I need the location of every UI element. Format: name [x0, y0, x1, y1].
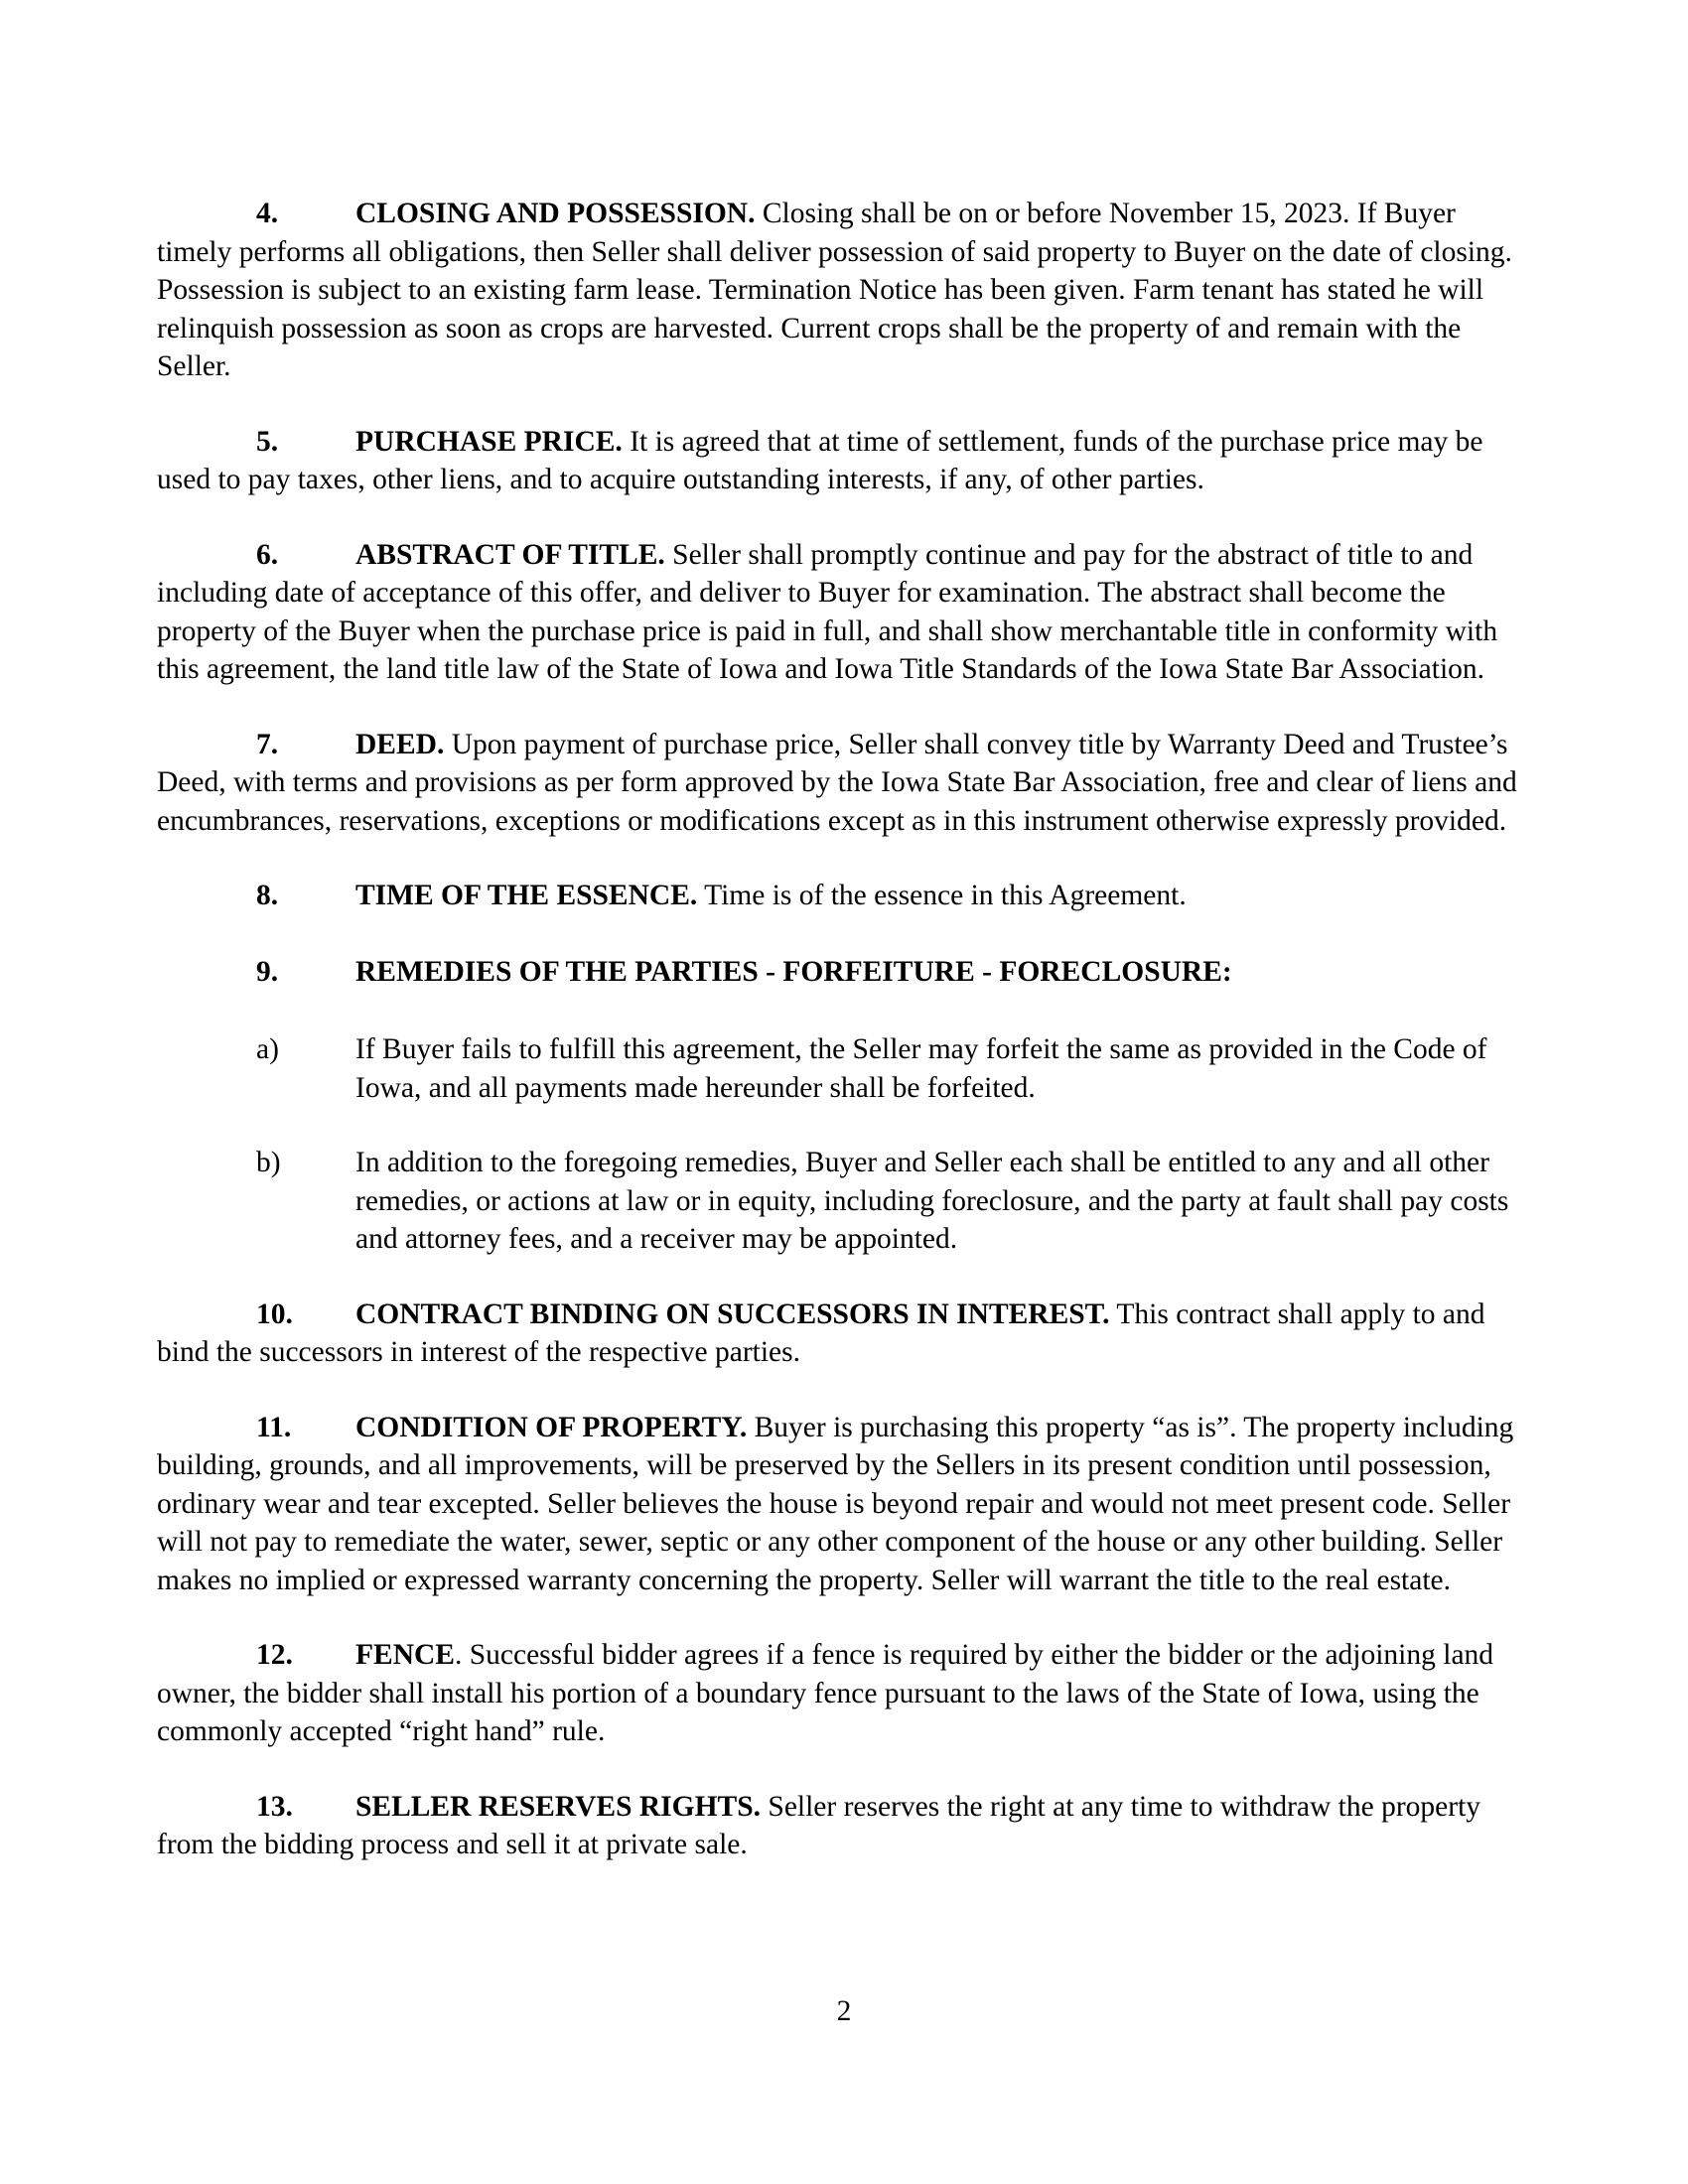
section-purchase-price [157, 423, 1527, 499]
section-condition-of-property [157, 1409, 1527, 1600]
section-body: Time is of the essence in this Agreement. [704, 880, 1187, 911]
section-title: TIME OF THE ESSENCE. [355, 880, 698, 911]
section-body: Upon payment of purchase price, Seller shall convey title by Warranty Deed and Trustee’s Deed, with terms and provisions as per form approved by the Iowa State Bar Association, free and clear of liens and encumbrances, reservations, exceptions or modifications except as in this instrument otherwise expressly provided. [157, 728, 1517, 837]
section-body: It is agreed that at time of settlement, funds of the purchase price may be used to pay taxes, other liens, and to acquire outstanding interests, if any, of other parties. [157, 425, 1483, 495]
section-number: 12. [256, 1639, 293, 1671]
section-contract-binding [157, 1296, 1527, 1372]
subsection-a [157, 1030, 1527, 1107]
section-number: 9. [256, 955, 279, 988]
section-title: DEED. [355, 728, 445, 760]
section-title: FENCE [355, 1639, 455, 1671]
section-title: ABSTRACT OF TITLE. [355, 538, 665, 571]
section-title: SELLER RESERVES RIGHTS. [355, 1790, 762, 1823]
page-number: 2 [836, 1995, 852, 2027]
section-seller-reserves-rights [157, 1788, 1527, 1864]
section-time-of-the-essence [157, 877, 1527, 915]
section-title: CONTRACT BINDING ON SUCCESSORS IN INTEREST. [355, 1297, 1110, 1330]
section-number: 10. [256, 1297, 293, 1330]
section-number: 4. [256, 198, 279, 229]
section-body: Closing shall be on or before November 15, 2023. If Buyer timely performs all obligations, then Seller shall deliver possession of said property to Buyer on the date of closing. Possession is subject to an existing farm lease. Termination Notice has been given. Farm tenant has stated he will relinquish possession as soon as crops are harvested. Current crops shall be the property of and remain with the Seller. [157, 198, 1512, 382]
subsection-label: a) [256, 1033, 279, 1065]
document-page [157, 195, 1527, 1864]
subsection-label: b) [256, 1147, 281, 1178]
section-fence [157, 1636, 1527, 1751]
section-body: This contract shall apply to and bind the successors in interest of the respective parties. [157, 1297, 1485, 1368]
section-number: 8. [256, 880, 279, 911]
section-body: Seller reserves the right at any time to withdraw the property from the bidding process and sell it at private sale. [157, 1790, 1481, 1860]
section-number: 7. [256, 728, 279, 760]
section-number: 11. [256, 1411, 292, 1443]
section-title: PURCHASE PRICE. [355, 425, 623, 458]
section-number: 5. [256, 425, 279, 458]
subsection-body: If Buyer fails to fulfill this agreement, the Seller may forfeit the same as provided in the Code of Iowa, and all payments made hereunder shall be forfeited. [355, 1033, 1487, 1104]
section-body: Seller shall promptly continue and pay for the abstract of title to and including date of acceptance of this offer, and deliver to Buyer for examination. The abstract shall become the property of the Buyer when the purchase price is paid in full, and shall show merchantable title in conformity with this agreement, the land title law of the State of Iowa and Iowa Title Standards of the Iowa State Bar Association. [157, 538, 1498, 685]
section-title: CONDITION OF PROPERTY. [355, 1411, 748, 1443]
section-body: Buyer is purchasing this property “as is”. The property including building, grounds, and all improvements, will be preserved by the Sellers in its present condition until possession, ordinary wear and tear excepted. Seller believes the house is beyond repair and would not meet present code. Seller will not pay to remediate the water, sewer, septic or any other component of the house or any other building. Seller makes no implied or expressed warranty concerning the property. Seller will warrant the title to the real estate. [157, 1411, 1514, 1596]
section-closing-and-possession [157, 195, 1527, 386]
section-abstract-of-title [157, 536, 1527, 689]
section-remedies-of-the-parties [157, 953, 1527, 992]
section-number: 13. [256, 1790, 293, 1823]
section-deed [157, 726, 1527, 841]
subsection-body: In addition to the foregoing remedies, Buyer and Seller each shall be entitled to any and all other remedies, or actions at law or in equity, including foreclosure, and the party at fault shall pay costs and attorney fees, and a receiver may be appointed. [355, 1147, 1509, 1255]
section-title: CLOSING AND POSSESSION. [355, 198, 756, 229]
section-body: . Successful bidder agrees if a fence is required by either the bidder or the adjoining land owner, the bidder shall install his portion of a boundary fence pursuant to the laws of the State of Iowa, using the commonly accepted “right hand” rule. [157, 1639, 1494, 1747]
section-number: 6. [256, 538, 279, 571]
subsection-b [157, 1144, 1527, 1259]
section-title: REMEDIES OF THE PARTIES - FORFEITURE - FORECLOSURE: [355, 955, 1232, 988]
